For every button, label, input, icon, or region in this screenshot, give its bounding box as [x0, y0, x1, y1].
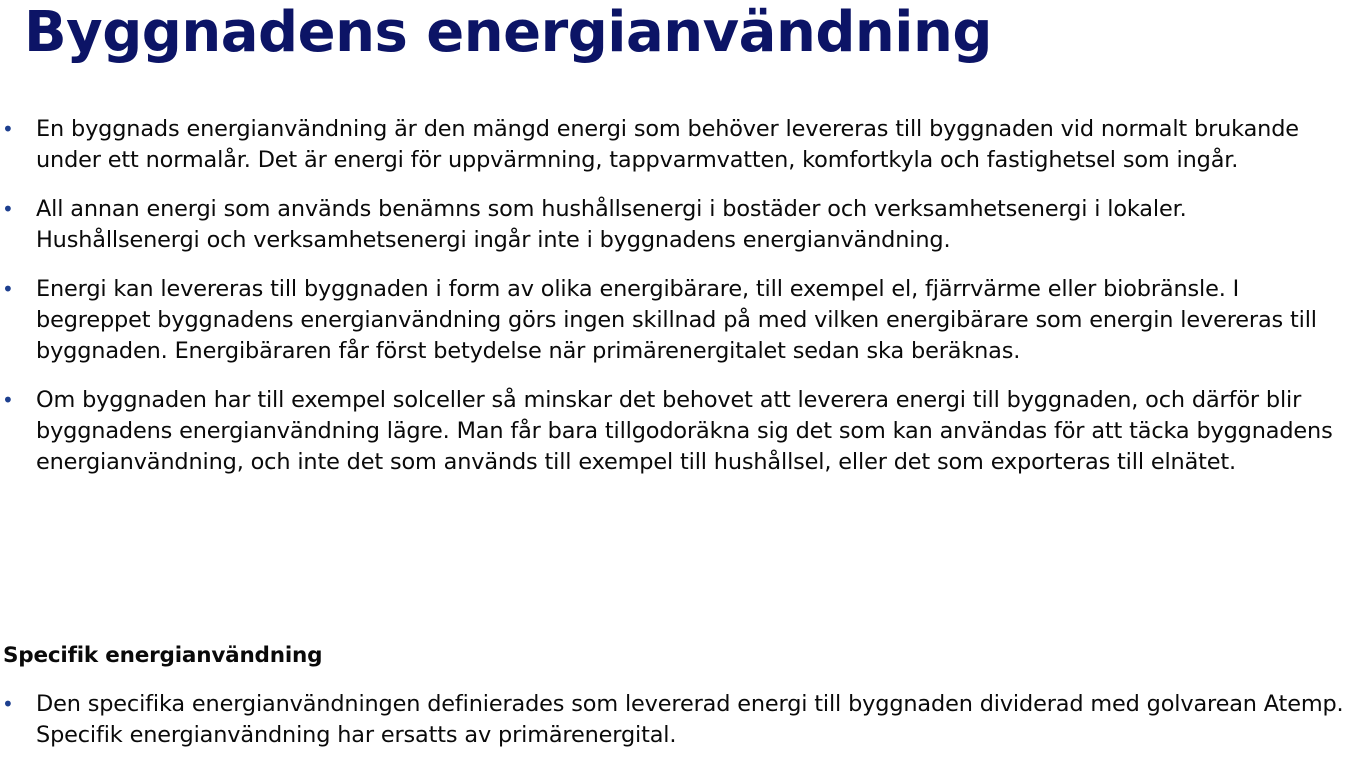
- bullet-item: [0, 274, 1365, 367]
- bullet-item: [0, 114, 1365, 176]
- bullet-text: Den specifika energianvändningen definierades som levererad energi till byggnaden dividerad med golvarean Atemp. Specifik energianvändning har ersatts av primärenergital.: [36, 691, 1344, 748]
- bullet-dot-icon: •: [2, 277, 14, 301]
- bullet-dot-icon: •: [2, 692, 14, 716]
- section-heading: Specifik energianvändning: [3, 643, 323, 668]
- bullet-dot-icon: •: [2, 117, 14, 141]
- bullet-item: [0, 689, 1365, 751]
- bullet-item: [0, 385, 1365, 478]
- bullet-dot-icon: •: [2, 388, 14, 412]
- bullet-item: [0, 194, 1365, 256]
- bullet-text: Om byggnaden har till exempel solceller så minskar det behovet att leverera energi till byggnaden, och därför blir byggnadens energianvändning lägre. Man får bara tillgodoräkna sig det som kan användas för att täcka byggnadens energianvändning, och inte det som används till exempel till hushållsel, eller det som exporteras till elnätet.: [36, 387, 1333, 475]
- bullet-text: All annan energi som används benämns som hushållsenergi i bostäder och verksamhetsenergi i lokaler. Hushållsenergi och verksamhetsenergi ingår inte i byggnadens energianvändning.: [36, 196, 1187, 253]
- bullet-dot-icon: •: [2, 197, 14, 221]
- bullet-text: Energi kan levereras till byggnaden i form av olika energibärare, till exempel el, fjärrvärme eller biobränsle. I begreppet byggnadens energianvändning görs ingen skillnad på med vilken energibärare som energin levereras till byggnaden. Energibäraren får först betydelse när primärenergitalet sedan ska beräknas.: [36, 276, 1317, 364]
- section-bullet-list: [0, 689, 1365, 769]
- bullet-list: [0, 114, 1365, 496]
- bullet-text: En byggnads energianvändning är den mängd energi som behöver levereras till byggnaden vid normalt brukande under ett normalår. Det är energi för uppvärmning, tappvarmvatten, komfortkyla och fastighetsel som ingår.: [36, 116, 1299, 173]
- page-title: Byggnadens energianvändning: [24, 0, 992, 65]
